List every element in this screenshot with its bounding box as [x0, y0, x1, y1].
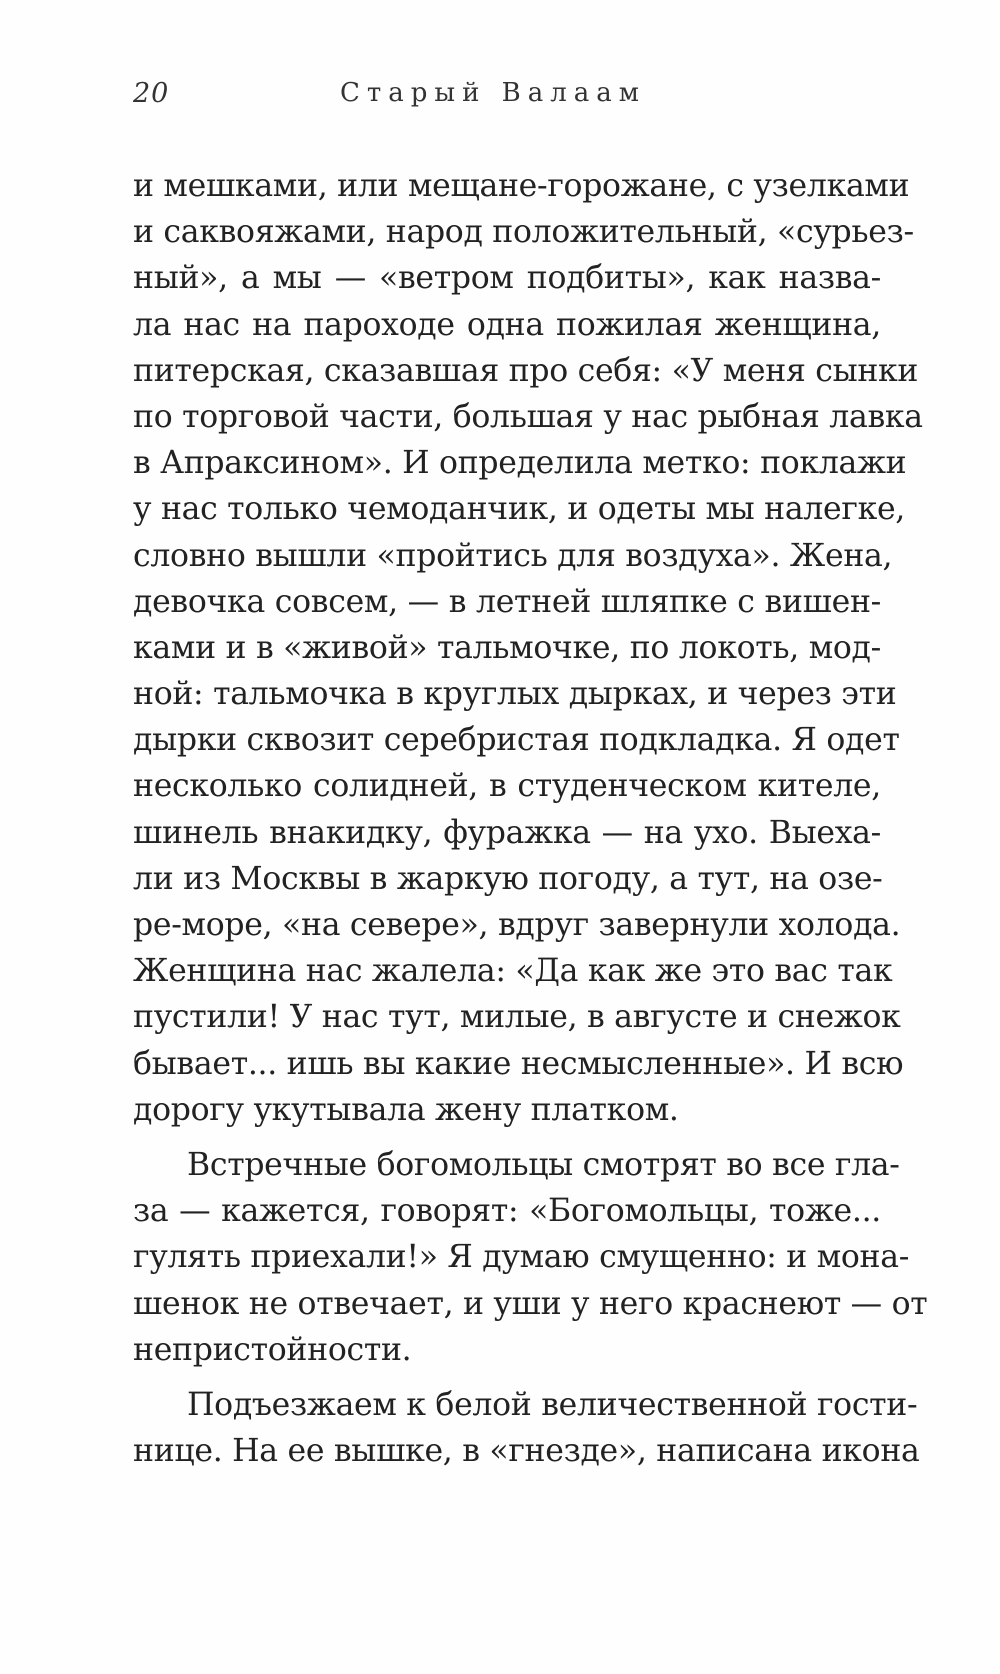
text-line: ной: тальмочка в круглых дырках, и через эти [133, 676, 897, 713]
text-line: гулять приехали!» Я думаю смущенно: и мона- [133, 1239, 910, 1276]
text-line: ный», а мы — «ветром подбиты», как назва- [133, 260, 881, 297]
text-line: Встречные богомольцы смотрят во все гла- [187, 1146, 900, 1183]
body-text [133, 163, 928, 1474]
text-line: шинель внакидку, фуражка — на ухо. Выеха- [133, 814, 881, 851]
page-number: 20 [133, 78, 170, 109]
text-line: шенок не отвечает, и уши у него краснеют — от [133, 1285, 928, 1322]
text-line: и мешками, или мещане-горожане, с узелками [133, 168, 910, 204]
text-line: у нас только чемоданчик, и одеты мы налегке, [133, 491, 906, 528]
paragraph-2 [133, 1142, 928, 1373]
text-line: ками и в «живой» тальмочке, по локоть, мод- [133, 629, 881, 666]
text-line: непристойности. [133, 1331, 412, 1368]
book-title: Старый Валаам [339, 78, 647, 108]
text-line: словно вышли «пройтись для воздуха». Жена, [133, 537, 893, 574]
paragraph-1 [133, 163, 923, 1133]
text-line: Женщина нас жалела: «Да как же это вас так [133, 953, 893, 990]
text-line: пустили! У нас тут, милые, в августе и снежок [133, 999, 901, 1036]
text-line: Подъезжаем к белой величественной гости- [187, 1386, 918, 1423]
text-line: по торговой части, большая у нас рыбная лавка [133, 398, 923, 435]
text-line: дырки сквозит серебристая подкладка. Я одет [133, 722, 900, 759]
text-line: питерская, сказавшая про себя: «У меня сынки [133, 352, 919, 389]
text-line: ла нас на пароходе одна пожилая женщина, [133, 306, 881, 343]
running-header [133, 78, 853, 118]
text-line: в Апраксином». И определила метко: поклажи [133, 445, 907, 482]
text-line: ли из Москвы в жаркую погоду, а тут, на озе- [133, 860, 883, 897]
text-line: несколько солидней, в студенческом кителе, [133, 768, 881, 805]
text-line: нице. На ее вышке, в «гнезде», написана икона [133, 1433, 920, 1470]
paragraph-3 [133, 1382, 920, 1474]
text-line: дорогу укутывала жену платком. [133, 1091, 679, 1128]
text-line: и саквояжами, народ положительный, «сурьез- [133, 214, 914, 251]
text-line: бывает... ишь вы какие несмысленные». И всю [133, 1045, 904, 1082]
text-line: девочка совсем, — в летней шляпке с вишен- [133, 583, 881, 620]
text-line: ре-море, «на севере», вдруг завернули холода. [133, 907, 901, 943]
text-line: за — кажется, говорят: «Богомольцы, тоже... [133, 1193, 881, 1230]
